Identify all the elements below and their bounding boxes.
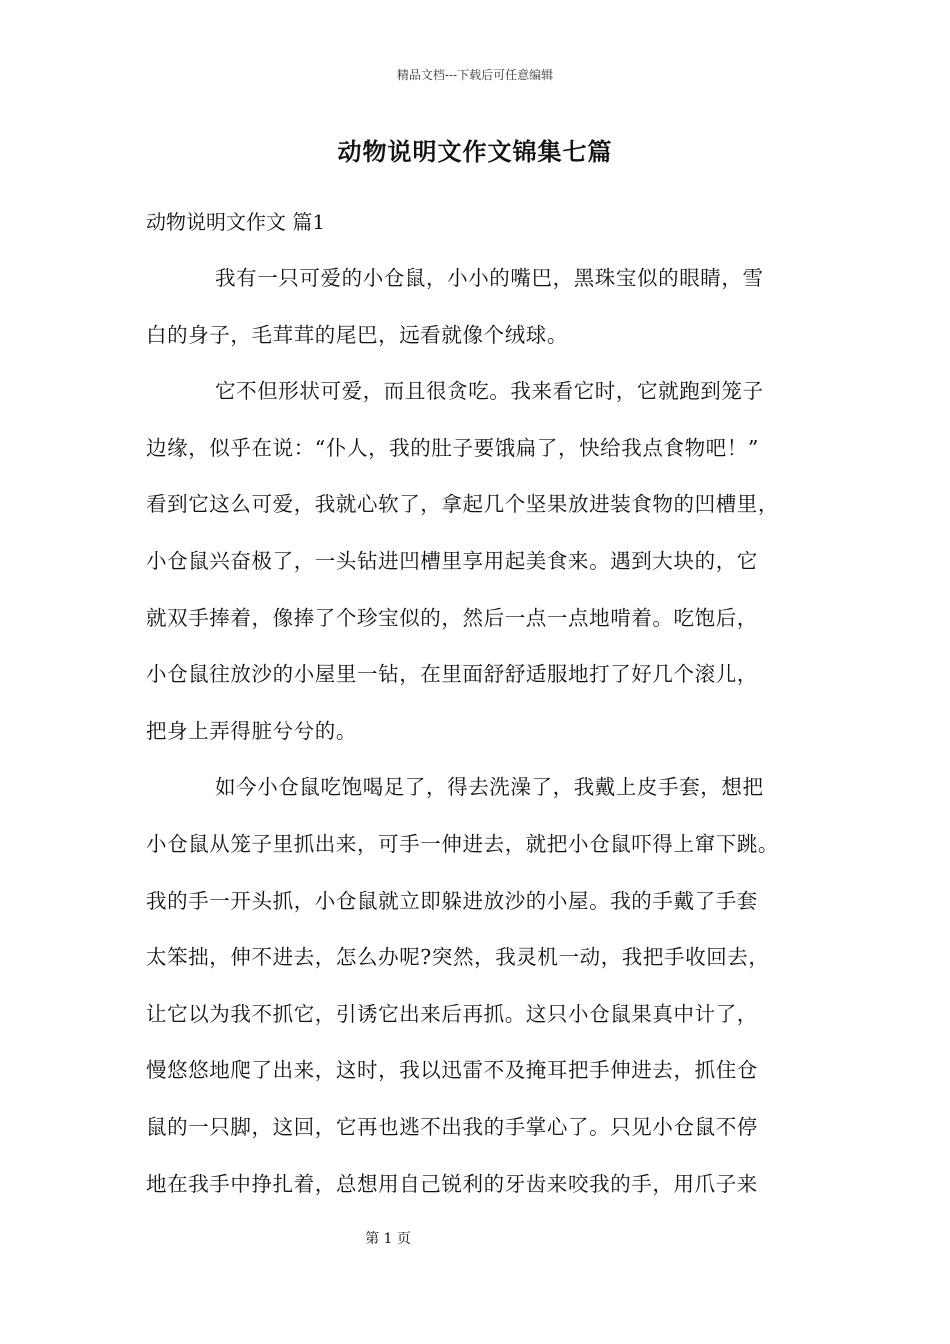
text-line: 慢悠悠地爬了出来，这时，我以迅雷不及掩耳把手伸进去，抓住仓: [146, 1058, 758, 1083]
text-line: 太笨拙，伸不进去，怎么办呢?突然，我灵机一动，我把手收回去，: [146, 945, 770, 970]
text-line: 白的身子，毛茸茸的尾巴，远看就像个绒球。: [146, 322, 568, 347]
text-line: 小仓鼠从笼子里抓出来，可手一伸进去，就把小仓鼠吓得上窜下跳。: [146, 831, 779, 856]
text-line: 它不但形状可爱，而且很贪吃。我来看它时，它就跑到笼子: [215, 379, 764, 404]
section-heading: 动物说明文作文 篇1: [146, 210, 326, 234]
text-line: 让它以为我不抓它，引诱它出来后再抓。这只小仓鼠果真中计了，: [146, 1001, 758, 1026]
text-line: 就双手捧着，像捧了个珍宝似的，然后一点一点地啃着。吃饱后，: [146, 605, 758, 630]
text-line: 地在我手中挣扎着，总想用自己锐利的牙齿来咬我的手，用爪子来: [146, 1171, 758, 1196]
text-line: 鼠的一只脚，这回，它再也逃不出我的手掌心了。只见小仓鼠不停: [146, 1114, 758, 1139]
text-line: 我的手一开头抓，小仓鼠就立即躲进放沙的小屋。我的手戴了手套: [146, 888, 758, 913]
text-line: 边缘，似乎在说：“仆人，我的肚子要饿扁了，快给我点食物吧！”: [146, 435, 759, 460]
document-title: 动物说明文作文锦集七篇: [337, 137, 613, 166]
text-line: 小仓鼠兴奋极了，一头钻进凹槽里享用起美食来。遇到大块的，它: [146, 548, 758, 573]
text-line: 看到它这么可爱，我就心软了，拿起几个坚果放进装食物的凹槽里，: [146, 492, 779, 517]
text-line: 如今小仓鼠吃饱喝足了，得去洗澡了，我戴上皮手套，想把: [215, 775, 764, 800]
text-line: 我有一只可爱的小仓鼠，小小的嘴巴，黑珠宝似的眼睛，雪: [215, 266, 764, 290]
page-number: 第 1 页: [365, 1231, 411, 1247]
header-note: 精品文档---下载后可任意编辑: [396, 68, 554, 82]
text-line: 小仓鼠往放沙的小屋里一钻，在里面舒舒适服地打了好几个滚儿，: [146, 662, 758, 687]
document-body: [146, 250, 818, 1212]
text-line: 把身上弄得脏兮兮的。: [146, 718, 357, 743]
